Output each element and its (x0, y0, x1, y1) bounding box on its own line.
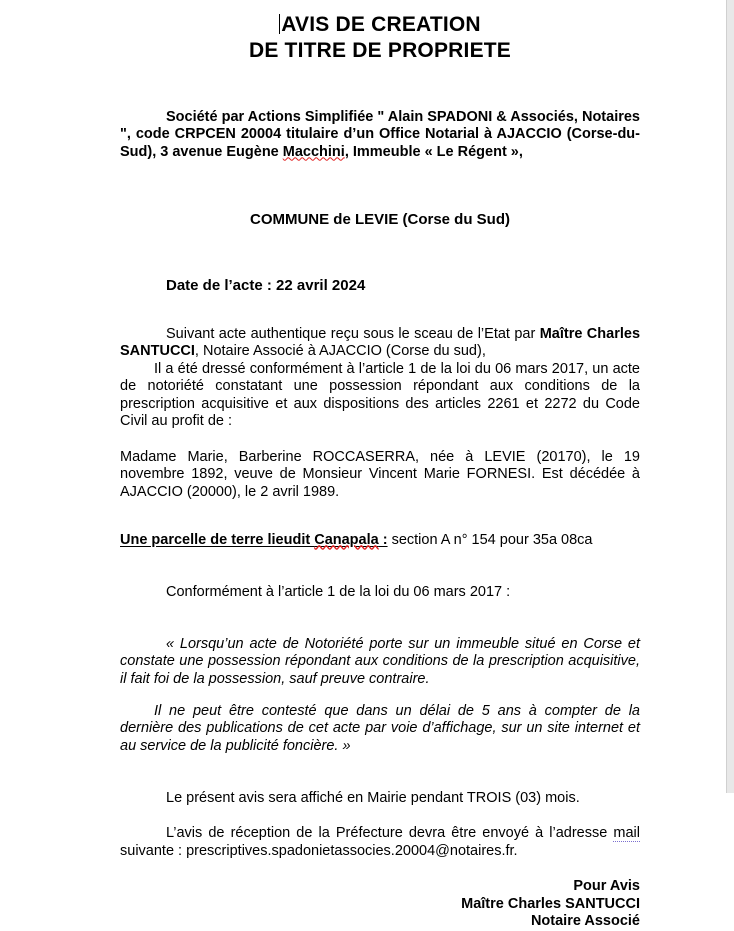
paragraph-notoriety: Il a été dressé conformément à l’article 1 de la loi du 06 mars 2017, un acte de notoriété constatant une possession répondant aux conditions de la prescription acquisitive et aux dispositions des articles 2261 et 2272 du Code Civil au profit de : (120, 360, 640, 429)
spacer (120, 807, 640, 825)
document-title (120, 12, 640, 64)
paragraph-person: Madame Marie, Barberine ROCCASERRA, née à LEVIE (20170), le 19 novembre 1892, veuve de Monsieur Vincent Marie FORNESI. Est décédée à AJACCIO (20000), le 2 avril 1989. (120, 448, 640, 500)
company-heading-part-2: , Immeuble « Le Régent », (344, 143, 523, 160)
title-line-1 (120, 12, 640, 38)
paragraph-prefecture (120, 825, 640, 860)
grammar-flagged-word: mail (613, 825, 640, 841)
spacer (120, 431, 640, 449)
paragraph-conformity: Conformément à l’article 1 de la loi du 06 mars 2017 : (166, 583, 511, 600)
title-line-2-text: DE TITRE DE PROPRIETE (248, 39, 512, 62)
signature-block (120, 878, 640, 931)
company-heading-misspelled-word: Macchini (282, 143, 345, 160)
paragraph-act (120, 326, 640, 361)
parcel-line (120, 532, 640, 550)
company-heading-part-1: Société par Actions Simplifiée " Alain SPADONI & Associés, Notaires ", code CRPCEN 20004 titulaire d’un Office Notarial à AJACCIO (Corse-du-Sud), 3 avenue Eugène (120, 108, 640, 160)
spacer (120, 564, 640, 584)
parcel-value: section A n° 154 pour 35a 08ca (387, 531, 593, 548)
spacer (120, 770, 640, 790)
commune-heading: COMMUNE de LEVIE (Corse du Sud) (249, 210, 510, 228)
spacer (120, 310, 640, 326)
paragraph-act-lead: Suivant acte authentique reçu sous le sceau de l’Etat par (166, 325, 540, 342)
spacer (120, 176, 640, 196)
paragraph-posting: Le présent avis sera affiché en Mairie pendant TROIS (03) mois. (166, 789, 580, 806)
title-line-1-text: AVIS DE CREATION (281, 13, 481, 36)
signature-line-2: Maître Charles SANTUCCI (461, 895, 640, 912)
paragraph-prefecture-part-2: suivante : prescriptives.spadonietassocies.20004@notaires.fr. (120, 842, 518, 859)
parcel-label (120, 532, 388, 548)
parcel-label-suffix: : (378, 531, 388, 548)
quote-paragraph-2: Il ne peut être contesté que dans un délai de 5 ans à compter de la dernière des publications de cet acte par voie d’affichage, sur un site internet et au service de la publicité foncière. » (120, 702, 640, 754)
signature-line-1: Pour Avis (573, 878, 640, 894)
quote-paragraph-1: « Lorsqu’un acte de Notoriété porte sur un immeuble situé en Corse et constate une possession répondant aux conditions de la prescription acquisitive, il fait foi de la possession, sauf preuve contraire. (120, 635, 640, 687)
spacer (120, 70, 640, 94)
parcel-place-name: Canapala (314, 531, 379, 548)
date-heading: Date de l’acte : 22 avril 2024 (166, 276, 366, 294)
page-gutter (727, 0, 734, 793)
spacer (120, 244, 640, 262)
notary-name: Maître Charles SANTUCCI (120, 325, 641, 359)
signature-line-3: Notaire Associé (530, 913, 640, 929)
paragraph-act-tail: , Notaire Associé à AJACCIO (Corse du sud), (194, 343, 486, 359)
spacer (120, 601, 640, 621)
parcel-label-prefix: Une parcelle de terre lieudit (120, 531, 315, 548)
spacer (120, 501, 640, 517)
spacer (120, 860, 640, 878)
paragraph-prefecture-part-1: L’avis de réception de la Préfecture devra être envoyé à l’adresse (166, 825, 614, 841)
title-line-2 (120, 38, 640, 64)
company-heading (120, 109, 640, 162)
